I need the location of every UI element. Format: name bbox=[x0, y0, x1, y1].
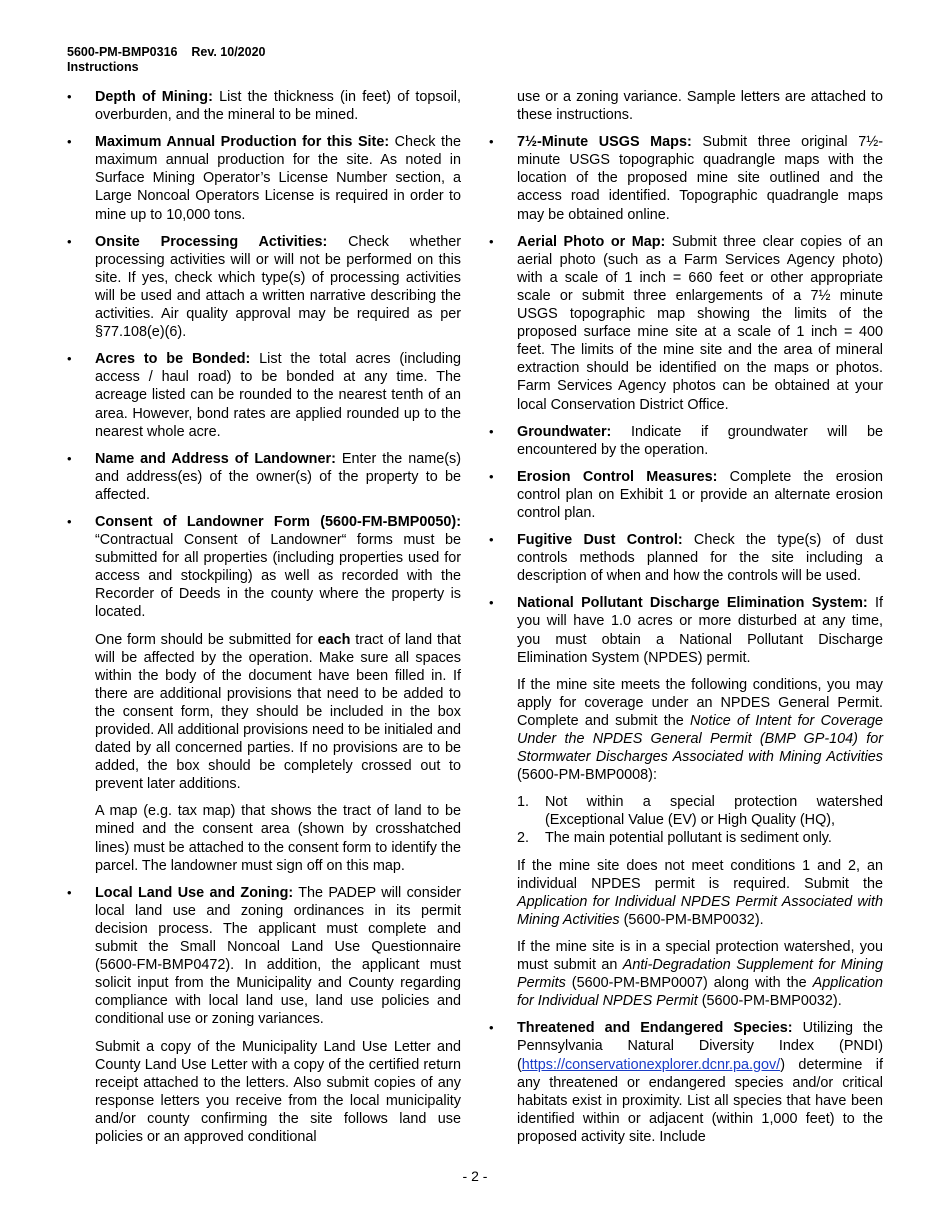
item-text: “Contractual Consent of Landowner“ forms must be submitted for all properties (including properties used for access and stockpiling) as well as recorded with the Recorder of Deeds in the county where the property is located. bbox=[95, 532, 461, 621]
item-text: List the total acres (including access / haul road) to be bonded at any time. The acreage listed can be rounded to the nearest tenth of an area. However, bond rates are applied rounded up to the nearest whole acre. bbox=[95, 351, 461, 440]
item-title: Fugitive Dust Control: bbox=[517, 532, 683, 549]
item-text: Check the maximum annual production for the site. As noted in Surface Mining Operator’s License Number section, a Large Noncoal Operators License is required in order to mine up to 10,000 tons. bbox=[95, 134, 461, 223]
bullet-fugitive-dust bbox=[489, 531, 883, 585]
bullet-icon: • bbox=[67, 89, 72, 104]
right-column bbox=[489, 88, 883, 1155]
bullet-acres-bonded bbox=[67, 350, 461, 440]
item-title: 7½-Minute USGS Maps: bbox=[517, 134, 692, 151]
bullet-icon: • bbox=[489, 595, 494, 611]
bullet-consent-of-landowner bbox=[67, 513, 461, 875]
conservation-explorer-link[interactable]: https://conservationexplorer.dcnr.pa.gov/ bbox=[521, 1056, 781, 1073]
item-text: List the thickness (in feet) of topsoil, overburden, and the mineral to be mined. bbox=[95, 89, 461, 124]
bullet-local-land-use bbox=[67, 884, 461, 1146]
item-text: Submit three original 7½-minute USGS topographic quadrangle maps with the location of the proposed mine site outlined and the access road identified. Topographic quadrangle maps may be obtained online. bbox=[517, 134, 883, 223]
bullet-icon: • bbox=[67, 884, 72, 900]
item-title: Erosion Control Measures: bbox=[517, 468, 718, 485]
condition-1: 1. Not within a special protection watershed (Exceptional Value (EV) or High Quality (HQ), bbox=[517, 794, 883, 829]
bullet-icon: • bbox=[67, 513, 72, 529]
condition-2: 2. The main potential pollutant is sediment only. bbox=[517, 830, 832, 847]
npdes-paragraph-2: If the mine site meets the following conditions, you may apply for coverage under an NPDES General Permit. Complete and submit the Notice of Intent for Coverage Under the NPDES General Permit (BMP GP-104) for Stormwater Discharges Associated with Mining Activities (5600-PM-BMP0008): bbox=[517, 676, 883, 784]
consent-paragraph-3: A map (e.g. tax map) that shows the tract of land to be mined and the consent area (shown by crosshatched lines) must be attached to the consent form to identify the parcel. The landowner must sign off on this map. bbox=[95, 803, 461, 874]
item-title: Local Land Use and Zoning: bbox=[95, 884, 294, 901]
section-label: Instructions bbox=[67, 60, 139, 74]
bullet-icon: • bbox=[489, 423, 494, 439]
bullet-groundwater bbox=[489, 423, 883, 459]
bullet-landowner bbox=[67, 450, 461, 504]
item-title: Groundwater: bbox=[517, 423, 612, 440]
item-title: Acres to be Bonded: bbox=[95, 351, 251, 368]
npdes-paragraph-4: If the mine site is in a special protection watershed, you must submit an Anti-Degradation Supplement for Mining Permits (5600-PM-BMP0007) along with the Application for Individual NPDES Permit (5600-PM-BMP0032). bbox=[517, 938, 883, 1010]
bullet-icon: • bbox=[67, 450, 72, 466]
bullet-icon: • bbox=[489, 532, 494, 548]
item-text: Complete the erosion control plan on Exhibit 1 or provide an alternate erosion control plan. bbox=[517, 468, 883, 521]
npdes-conditions-list bbox=[517, 793, 883, 847]
bullet-icon: • bbox=[489, 1020, 494, 1036]
item-text: Check whether processing activities will or will not be performed on this site. If yes, check which type(s) of processing activities will be used and attach a written narrative describing the activities. Air quality approval may be required as per §77.108(e)(6). bbox=[95, 233, 461, 341]
consent-paragraph-2: One form should be submitted for each tract of land that will be affected by the operation. Make sure all spaces within the body of the document have been filled in. If there are additional provisions that need to be added to the consent form, they should be included in the box provided. All additional provisions need to be initialed and dated by all concerned parties. If no provisions are to be added, the box should be completely crossed out to prevent later additions. bbox=[95, 631, 461, 793]
form-code: 5600-PM-BMP0316 Rev. 10/2020 bbox=[67, 45, 266, 59]
item-text: Submit three clear copies of an aerial photo (such as a Farm Services Agency photo) with a scale of 1 inch = 660 feet or other appropriate scale or submit three enlargements of a 7½ minute USGS topographic map showing the limits of the proposed surface mine site at a scale of 1 inch = 400 feet. The limits of the mine site and the area of mineral extraction should be identified on the maps or photos. Farm Services Agency photos can be obtained at your local Conservation District Office. bbox=[517, 233, 883, 413]
item-text: Enter the name(s) and address(es) of the owner(s) of the property to be affected. bbox=[95, 450, 461, 503]
bullet-depth-of-mining bbox=[67, 88, 461, 124]
item-title: Threatened and Endangered Species: bbox=[517, 1020, 793, 1037]
npdes-paragraph-3: If the mine site does not meet conditions 1 and 2, an individual NPDES permit is required. Submit the Application for Individual NPDES Permit Associated with Mining Activities (5600-PM-BMP0032). bbox=[517, 857, 883, 928]
bullet-erosion-control bbox=[489, 468, 883, 522]
bullet-max-annual-production bbox=[67, 133, 461, 223]
bullet-npdes bbox=[489, 594, 883, 1010]
land-use-paragraph-2: Submit a copy of the Municipality Land Use Letter and County Land Use Letter with a copy of the certified return receipt attached to the letters. Also submit copies of any response letters you receive from the local municipality and/or county confirming the site follows land use policies or an approved conditional bbox=[95, 1038, 461, 1145]
bullet-aerial-photo bbox=[489, 233, 883, 414]
item-title: Consent of Landowner Form (5600-FM-BMP0050): bbox=[95, 513, 461, 530]
item-title: Aerial Photo or Map: bbox=[517, 233, 666, 250]
item-title: Depth of Mining: bbox=[95, 89, 213, 105]
document-header bbox=[67, 45, 266, 75]
item-text: Check the type(s) of dust controls methods planned for the site including a description of when and how the controls will be used. bbox=[517, 532, 884, 585]
bullet-icon: • bbox=[489, 468, 494, 484]
item-text: The PADEP will consider local land use and zoning ordinances in its permit decision process. The applicant must complete and submit the Small Noncoal Land Use Questionnaire (5600-FM-BMP0472). In addition, the applicant must solicit input from the Municipality and County regarding compliance with local land use, land use policies and conditional use or zoning variances. bbox=[95, 884, 461, 1028]
bullet-onsite-processing bbox=[67, 233, 461, 342]
bullet-icon: • bbox=[67, 351, 72, 367]
item-text: If you will have 1.0 acres or more disturbed at any time, you must obtain a National Pollutant Discharge Elimination System (NPDES) permit. bbox=[517, 595, 883, 666]
page-number: - 2 - bbox=[462, 1168, 488, 1184]
left-column bbox=[67, 88, 461, 1155]
bullet-icon: • bbox=[67, 134, 72, 150]
land-use-continuation: use or a zoning variance. Sample letters are attached to these instructions. bbox=[517, 89, 883, 124]
bullet-icon: • bbox=[67, 233, 72, 249]
bullet-icon: • bbox=[489, 233, 494, 249]
item-title: Maximum Annual Production for this Site: bbox=[95, 134, 390, 151]
item-title: Onsite Processing Activities: bbox=[95, 233, 328, 250]
bullet-icon: • bbox=[489, 134, 494, 150]
item-title: Name and Address of Landowner: bbox=[95, 450, 336, 467]
bullet-threatened-species: • Threatened and Endangered Species: Utilizing the Pennsylvania Natural Diversity Index (PNDI) (https://conservationexplorer.dcnr.pa.gov/) determine if any threatened or endangered species and/or critical habitats exist in proximity. List all species that have been identified within or adjacent (within 1,000 feet) to the proposed activity site. Include bbox=[489, 1020, 884, 1145]
bullet-usgs-maps bbox=[489, 133, 883, 223]
item-title: National Pollutant Discharge Elimination System: bbox=[517, 595, 868, 612]
item-text: Indicate if groundwater will be encountered by the operation. bbox=[517, 423, 883, 458]
